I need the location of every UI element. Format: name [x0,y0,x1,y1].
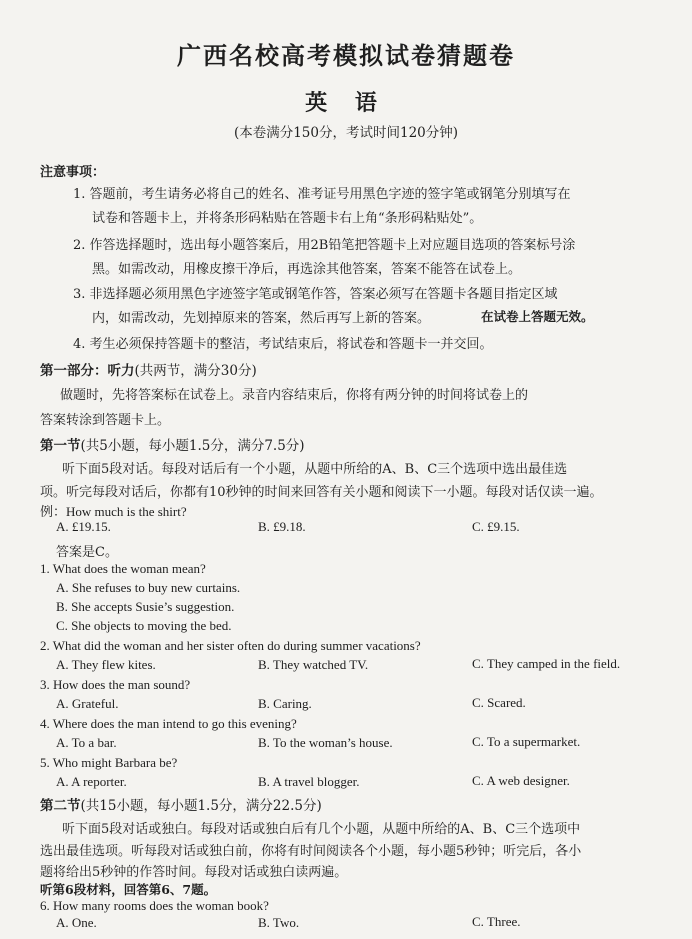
exam-title: 广西名校高考模拟试卷猜题卷 [177,41,515,70]
section1-instruction: 听下面5段对话。每段对话后有一个小题，从题中所给的A、B、C三个选项中选出最佳选 [62,462,568,477]
notice-line: 黑。如需改动，用橡皮擦干净后，再选涂其他答案，答案不能答在试卷上。 [92,262,522,277]
option-b: B. She accepts Susie’s suggestion. [56,599,235,614]
question: 3. How does the man sound? [40,677,191,692]
option-b: B. They watched TV. [258,657,369,672]
option-a: A. Grateful. [56,696,119,711]
question: 1. What does the woman mean? [40,561,206,576]
part1-intro: 答案转涂到答题卡上。 [40,413,171,428]
option-c: C. To a supermarket. [472,734,581,749]
material-label: 听第6段材料，回答第6、7题。 [40,882,217,897]
invalid-warning: 在试卷上答题无效。 [481,309,594,324]
option-c: C. A web designer. [472,773,570,788]
section1-heading: 第一节(共5小题，每小题1.5分，满分7.5分) [40,438,305,454]
option-c: C. Three. [472,914,521,929]
example-question: 例：How much is the shirt? [40,504,187,519]
notice-line: 4. 考生必须保持答题卡的整洁，考试结束后，将试卷和答题卡一并交回。 [73,337,493,352]
option-a: A. One. [56,915,97,930]
section2-heading: 第二节(共15小题，每小题1.5分，满分22.5分) [40,798,322,814]
notice-line: 试卷和答题卡上，并将条形码粘贴在答题卡右上角“条形码粘贴处”。 [92,211,483,226]
subject-title: 英 语 [305,90,387,116]
section2-instruction: 听下面5段对话或独白。每段对话或独白后有几个小题，从题中所给的A、B、C三个选项中 [62,822,581,837]
notice-line: 内，如需改动，先划掉原来的答案，然后再写上新的答案。 [92,311,431,326]
question: 6. How many rooms does the woman book? [40,898,269,913]
option-c: C. They camped in the field. [472,656,621,671]
example-option-c: C. £9.15. [472,519,520,534]
option-b: B. Caring. [258,696,312,711]
notice-heading: 注意事项： [40,165,106,180]
example-option-b: B. £9.18. [258,519,306,534]
exam-info: (本卷满分150分，考试时间120分钟) [233,125,459,141]
part1-intro: 做题时，先将答案标在试卷上。录音内容结束后，你将有两分钟的时间将试卷上的 [60,388,529,403]
notice-line: 3. 非选择题必须用黑色字迹签字笔或钢笔作答，答案必须写在答题卡各题目指定区域 [73,287,558,302]
section1-instruction: 项。听完每段对话后，你都有10秒钟的时间来回答有关小题和阅读下一小题。每段对话仅读一遍。 [40,485,603,500]
notice-line: 1. 答题前，考生请务必将自己的姓名、准考证号用黑色字迹的签字笔或钢笔分别填写在 [73,187,571,202]
option-a: A. She refuses to buy new curtains. [56,580,241,595]
notice-line: 2. 作答选择题时，选出每小题答案后，用2B铅笔把答题卡上对应题目选项的答案标号涂 [73,238,576,253]
example-answer: 答案是C。 [56,545,118,560]
option-a: A. They flew kites. [56,657,156,672]
part1-heading: 第一部分：听力(共两节，满分30分) [40,363,257,379]
question: 5. Who might Barbara be? [40,755,178,770]
option-a: A. A reporter. [56,774,127,789]
option-c: C. Scared. [472,695,526,710]
question: 4. Where does the man intend to go this evening? [40,716,297,731]
option-c: C. She objects to moving the bed. [56,618,232,633]
option-b: B. A travel blogger. [258,774,360,789]
option-b: B. Two. [258,915,300,930]
example-option-a: A. £19.15. [56,519,111,534]
option-a: A. To a bar. [56,735,117,750]
section2-instruction: 选出最佳选项。听每段对话或独白前，你将有时间阅读各个小题，每小题5秒钟；听完后，各小 [40,844,582,859]
option-b: B. To the woman’s house. [258,735,393,750]
question: 2. What did the woman and her sister often do during summer vacations? [40,638,421,653]
section2-instruction: 题将给出5秒钟的作答时间。每段对话或独白读两遍。 [40,865,348,880]
